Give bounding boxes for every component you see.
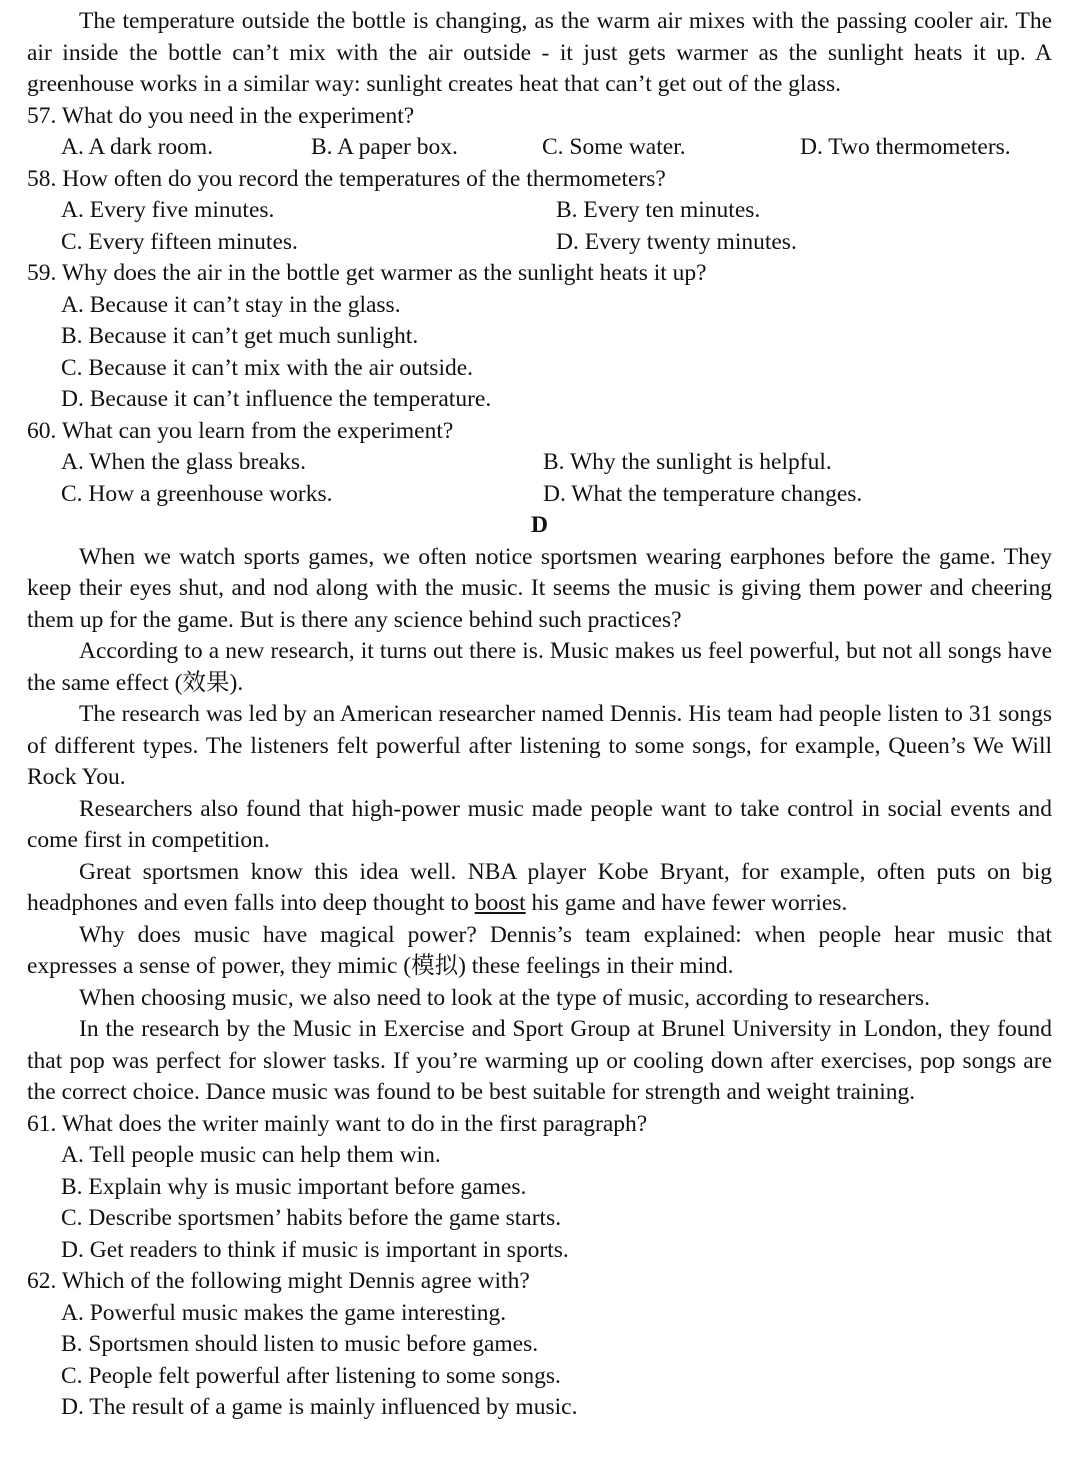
option-a: A. Because it can’t stay in the glass. xyxy=(61,291,401,318)
option-a: A. A dark room. xyxy=(61,134,214,160)
option-b: B. Every ten minutes. xyxy=(556,197,761,223)
question-stem: 57. What do you need in the experiment? xyxy=(27,102,415,129)
passage-d-paragraph-7: When choosing music, we also need to look at the type of music, according to researchers. xyxy=(79,984,930,1011)
option-c: C. Some water. xyxy=(542,134,686,160)
question-stem: 58. How often do you record the temperatures of the thermometers? xyxy=(27,165,666,192)
passage-d-paragraph-1: When we watch sports games, we often notice sportsmen wearing earphones before the game. They keep their eyes shut, and nod along with the music. It seems the music is giving them power and cheering them up for the game. But is there any science behind such practices? xyxy=(27,543,1052,633)
question-61 xyxy=(27,1109,1052,1267)
option-d: D. Two thermometers. xyxy=(800,134,1011,160)
passage-d-paragraph-4: Researchers also found that high-power music made people want to take control in social events and come first in competition. xyxy=(27,795,1052,853)
question-stem: 62. Which of the following might Dennis agree with? xyxy=(27,1268,530,1294)
passage-d-paragraph-5 xyxy=(27,857,1052,920)
option-c: C. People felt powerful after listening to some songs. xyxy=(61,1362,561,1389)
option-c: C. How a greenhouse works. xyxy=(61,480,333,507)
option-a: A. Powerful music makes the game interesting. xyxy=(61,1299,507,1326)
option-d: D. Because it can’t influence the temperature. xyxy=(61,386,492,412)
question-62 xyxy=(27,1266,1052,1424)
option-c: C. Every fifteen minutes. xyxy=(61,228,298,255)
passage-c-final-paragraph: The temperature outside the bottle is changing, as the warm air mixes with the passing cooler air. The air inside the bottle can’t mix with the air outside - it just gets warmer as the sunlight heats it up. A greenhouse works in a similar way: sunlight creates heat that can’t get out of the glass. xyxy=(27,8,1052,97)
question-58 xyxy=(27,164,1052,259)
option-b: B. Why the sunlight is helpful. xyxy=(543,449,832,475)
option-c: C. Describe sportsmen’ habits before the game starts. xyxy=(61,1205,562,1231)
option-b: B. A paper box. xyxy=(311,134,458,160)
option-a: A. Tell people music can help them win. xyxy=(61,1142,441,1168)
section-d-heading: D xyxy=(531,512,548,538)
passage-d-paragraph-6: Why does music have magical power? Dennis’s team explained: when people hear music that expresses a sense of power, they mimic (模拟) these feelings in their mind. xyxy=(27,921,1052,979)
paragraph-text: Great sportsmen know this idea well. NBA player Kobe Bryant, for example, often puts on big headphones and even falls into deep thought to xyxy=(27,858,1052,916)
question-60 xyxy=(27,416,1052,511)
underlined-word: boost xyxy=(474,890,526,916)
option-b: B. Because it can’t get much sunlight. xyxy=(61,323,419,349)
option-c: C. Because it can’t mix with the air outside. xyxy=(61,354,474,381)
option-d: D. What the temperature changes. xyxy=(543,480,863,507)
option-d: D. Get readers to think if music is important in sports. xyxy=(61,1236,569,1263)
option-b: B. Sportsmen should listen to music before games. xyxy=(61,1331,539,1357)
passage-d-paragraph-2: According to a new research, it turns out there is. Music makes us feel powerful, but not all songs have the same effect (效果). xyxy=(27,638,1052,696)
option-d: D. Every twenty minutes. xyxy=(556,228,797,255)
option-b: B. Explain why is music important before games. xyxy=(61,1173,527,1200)
question-stem: 61. What does the writer mainly want to do in the first paragraph? xyxy=(27,1110,648,1137)
option-a: A. Every five minutes. xyxy=(61,197,275,223)
paragraph-text: his game and have fewer worries. xyxy=(525,890,848,916)
passage-d-paragraph-3: The research was led by an American researcher named Dennis. His team had people listen to 31 songs of different types. The listeners felt powerful after listening to some songs, for example, Queen’s We Will Rock You. xyxy=(27,701,1052,790)
question-stem: 59. Why does the air in the bottle get warmer as the sunlight heats it up? xyxy=(27,260,707,286)
option-d: D. The result of a game is mainly influenced by music. xyxy=(61,1394,578,1420)
question-stem: 60. What can you learn from the experiment? xyxy=(27,417,454,444)
question-57 xyxy=(27,101,1052,164)
passage-d-paragraph-8: In the research by the Music in Exercise and Sport Group at Brunel University in London, they found that pop was perfect for slower tasks. If you’re warming up or cooling down after exercises, pop songs are the correct choice. Dance music was found to be best suitable for strength and weight training. xyxy=(27,1016,1052,1105)
option-a: A. When the glass breaks. xyxy=(61,449,306,475)
question-59 xyxy=(27,258,1052,416)
